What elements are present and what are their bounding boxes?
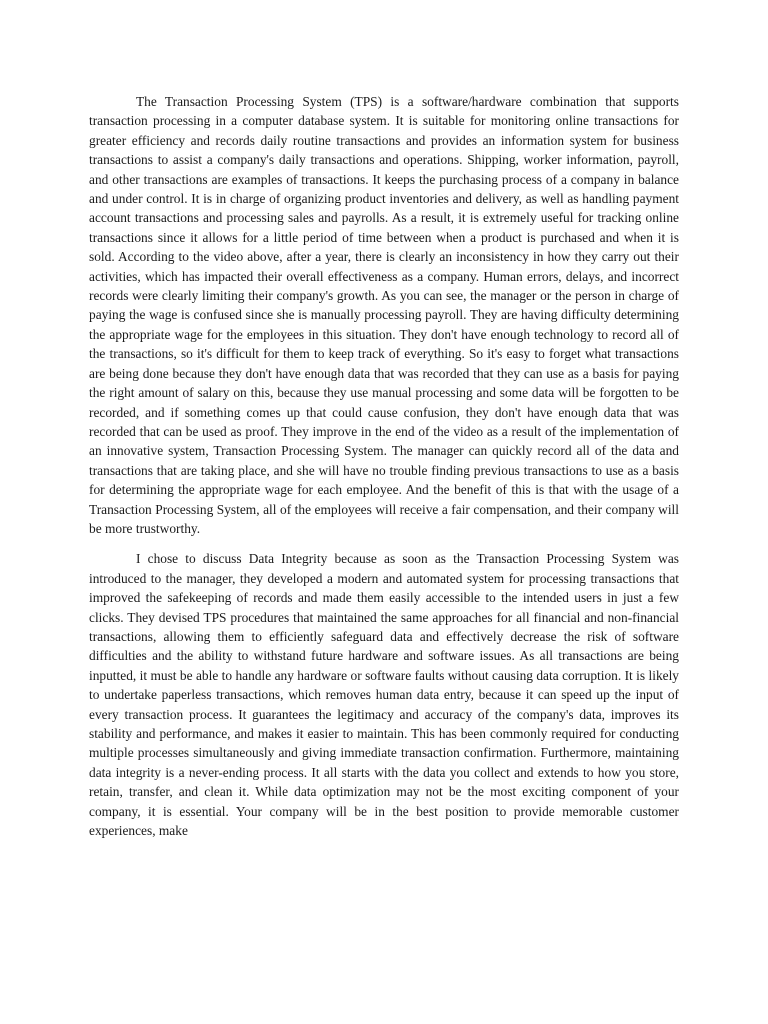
document-page [89,92,679,840]
paragraph-tps-overview: The Transaction Processing System (TPS) is a software/hardware combination that supports transaction processing in a computer database system. It is suitable for monitoring online transactions for greater efficiency and records daily routine transactions and provides an information system for business transactions to assist a company's daily transactions and operations. Shipping, worker information, payroll, and other transactions are examples of transactions. It keeps the purchasing process of a company in balance and under control. It is in charge of organizing product inventories and delivery, as well as handling payment account transactions and processing sales and payrolls. As a result, it is extremely useful for tracking online transactions since it allows for a little period of time between when a product is purchased and when it is sold. According to the video above, after a year, there is clearly an inconsistency in how they carry out their activities, which has impacted their overall effectiveness as a company. Human errors, delays, and incorrect records were clearly limiting their company's growth. As you can see, the manager or the person in charge of paying the wage is confused since she is manually processing payroll. They are having difficulty determining the appropriate wage for the employees in this situation. They don't have enough technology to record all of the transactions, so it's difficult for them to keep track of everything. So it's easy to forget what transactions are being done because they don't have enough data that was recorded that they can use as a basis for paying the right amount of salary on this, because they use manual processing and some data will be forgotten to be recorded, and if something comes up that could cause confusion, they don't have enough data that was recorded that can be used as proof. They improve in the end of the video as a result of the implementation of an innovative system, Transaction Processing System. The manager can quickly record all of the data and transactions that are taking place, and she will have no trouble finding previous transactions to use as a basis for determining the appropriate wage for each employee. And the benefit of this is that with the usage of a Transaction Processing System, all of the employees will receive a fair compensation, and their company will be more trustworthy. [89,94,679,536]
paragraph-data-integrity: I chose to discuss Data Integrity because as soon as the Transaction Processing System was introduced to the manager, they developed a modern and automated system for processing transactions that improved the safekeeping of records and made them easily accessible to the intended users in just a few clicks. They devised TPS procedures that maintained the same approaches for all financial and non-financial transactions, allowing them to efficiently safeguard data and effectively decrease the risk of software difficulties and the ability to withstand future hardware and software issues. As all transactions are being inputted, it must be able to handle any hardware or software faults without causing data corruption. It is likely to undertake paperless transactions, which removes human data entry, because it can speed up the input of every transaction process. It guarantees the legitimacy and accuracy of the company's data, improves its stability and performance, and makes it easier to maintain. This has been commonly required for conducting multiple processes simultaneously and giving immediate transaction confirmation. Furthermore, maintaining data integrity is a never-ending process. It all starts with the data you collect and extends to how you store, retain, transfer, and clean it. While data optimization may not be the most exciting component of your company, it is essential. Your company will be in the best position to provide memorable customer experiences, make [89,551,679,839]
